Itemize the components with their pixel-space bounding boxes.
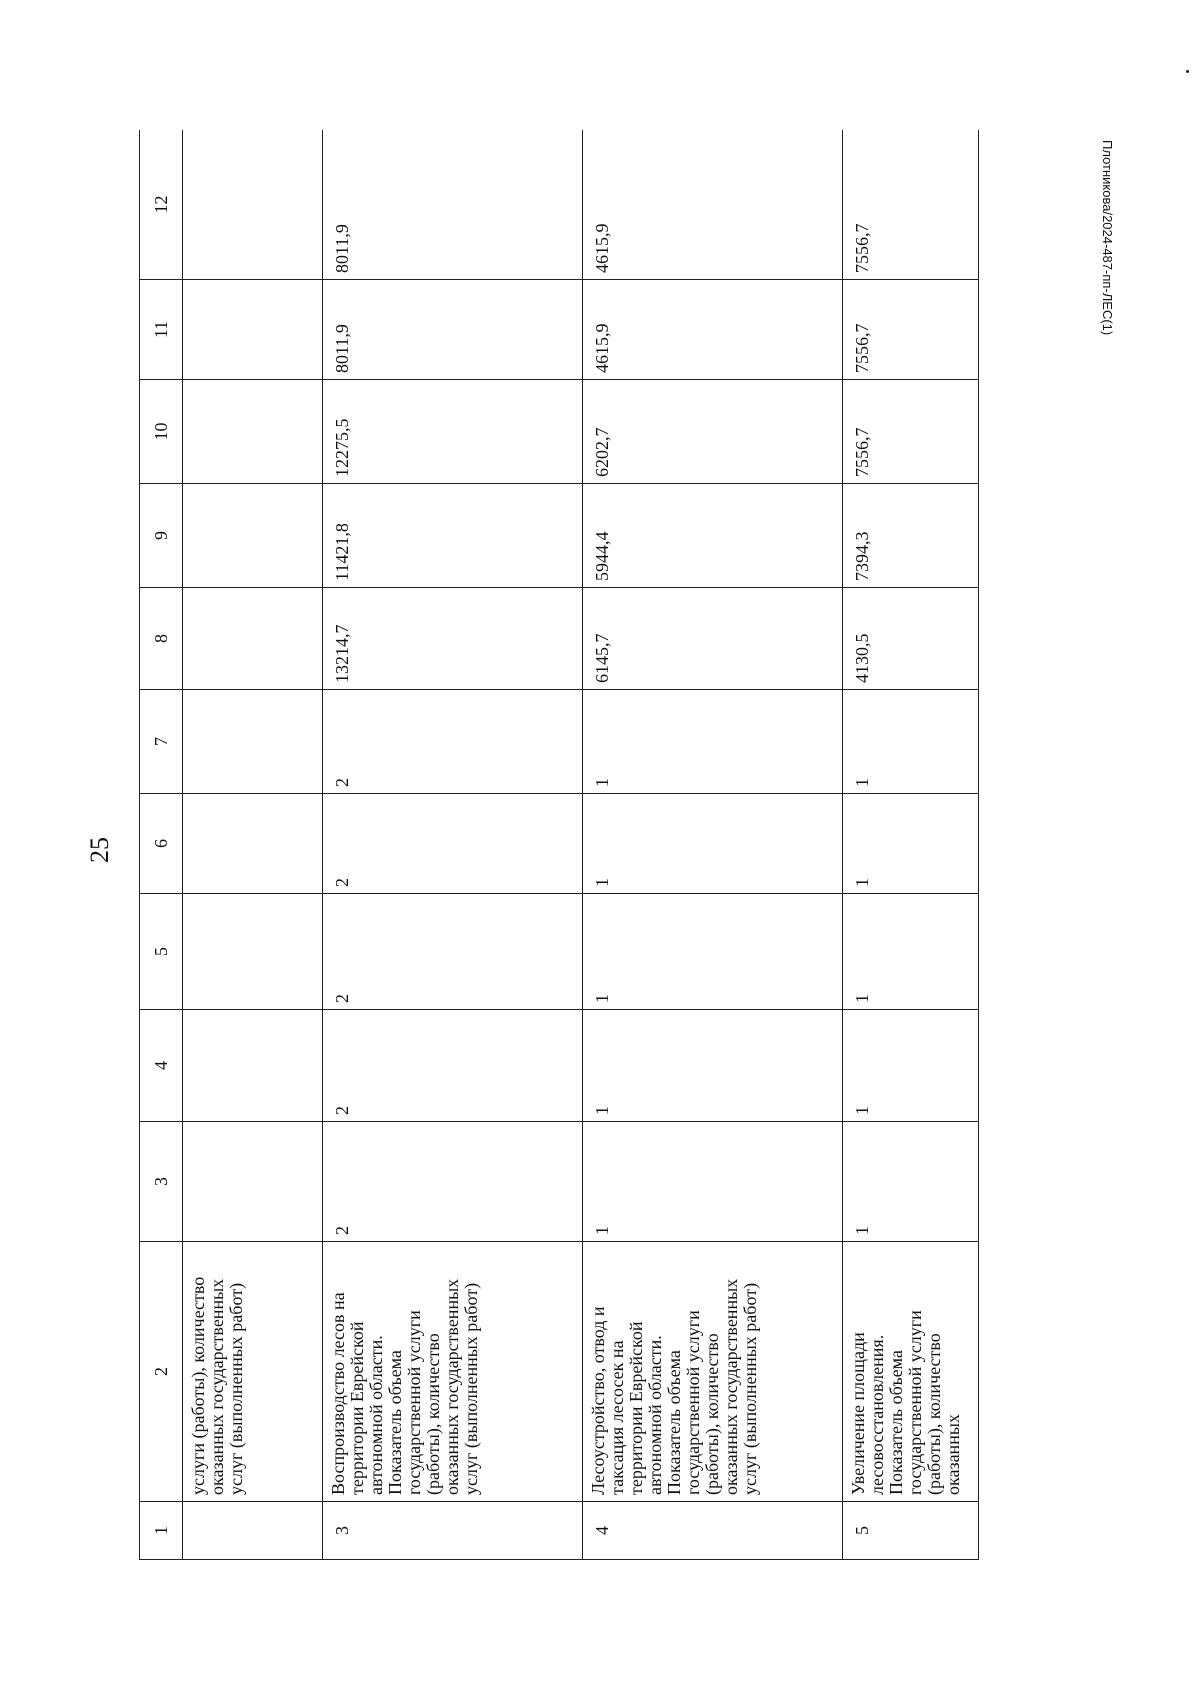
table-cell (183, 794, 323, 894)
table-cell: 5944,4 (583, 484, 843, 588)
table-header-row (140, 130, 183, 1560)
table-cell: 11421,8 (323, 484, 583, 588)
header-cell: 1 (140, 1502, 183, 1560)
table-cell (183, 1502, 323, 1560)
table-cell: 1 (583, 690, 843, 794)
header-cell: 6 (140, 794, 183, 894)
table-cell: 1 (843, 894, 979, 1010)
table-cell: 7394,3 (843, 484, 979, 588)
table-cell: 7556,7 (843, 280, 979, 380)
table-cell (183, 588, 323, 690)
header-cell: 7 (140, 690, 183, 794)
table-cell: 4615,9 (583, 280, 843, 380)
table-cell: Лесоустройство, отвод и таксация лесосек на территории Еврейской автономной области. Показатель объема государственной услуги (работы), количество оказанных государственных услуг (выполненных работ) (583, 1242, 843, 1502)
table-cell (183, 130, 323, 280)
table-cell: 1 (583, 1010, 843, 1122)
header-cell: 9 (140, 484, 183, 588)
table-cell (183, 690, 323, 794)
header-cell: 3 (140, 1122, 183, 1242)
header-cell: 4 (140, 1010, 183, 1122)
table-cell: 6202,7 (583, 380, 843, 484)
table-cell (183, 280, 323, 380)
table-row (323, 130, 583, 1560)
table-cell: 8011,9 (323, 280, 583, 380)
table-cell: 7556,7 (843, 130, 979, 280)
table-cell: 1 (583, 794, 843, 894)
table-cell: 1 (843, 1122, 979, 1242)
table-cell: 6145,7 (583, 588, 843, 690)
table-cell: 1 (843, 690, 979, 794)
table-cell: 2 (323, 1010, 583, 1122)
table-cell: 2 (323, 1122, 583, 1242)
table-cell (183, 1010, 323, 1122)
table-cell: 1 (583, 894, 843, 1010)
table-cell: 2 (323, 690, 583, 794)
header-cell: 11 (140, 280, 183, 380)
table-cell: 3 (323, 1502, 583, 1560)
table-cell: 1 (583, 1122, 843, 1242)
table-cell: 13214,7 (323, 588, 583, 690)
table-cell: 12275,5 (323, 380, 583, 484)
table-cell: 4 (583, 1502, 843, 1560)
rotated-table-wrapper (139, 130, 979, 1560)
table-cell: 2 (323, 794, 583, 894)
table-cell (183, 380, 323, 484)
table-cell: Увеличение площади лесовосстановления. Показатель объема государственной услуги (работы), количество оказанных (843, 1242, 979, 1502)
table-cell (183, 484, 323, 588)
table-cell: 5 (843, 1502, 979, 1560)
data-table (139, 130, 979, 1560)
header-cell: 12 (140, 130, 183, 280)
page-number: 25 (85, 837, 114, 863)
header-cell: 10 (140, 380, 183, 484)
table-cell: 4130,5 (843, 588, 979, 690)
table-cell: Воспроизводство лесов на территории Еврейской автономной области. Показатель объема государственной услуги (работы), количество оказанных государственных услуг (выполненных работ) (323, 1242, 583, 1502)
table-cell: 7556,7 (843, 380, 979, 484)
table-container (139, 130, 979, 1560)
table-cell: 4615,9 (583, 130, 843, 280)
table-row (183, 130, 323, 1560)
table-cell: 1 (843, 1010, 979, 1122)
table-cell: услуги (работы), количество оказанных государственных услуг (выполненных работ) (183, 1242, 323, 1502)
document-code: Плотникова/2024-487-пп-ЛЕС(1) (1100, 140, 1115, 336)
table-cell: 8011,9 (323, 130, 583, 280)
scan-speck (1186, 70, 1189, 73)
table-cell: 2 (323, 894, 583, 1010)
table-cell (183, 1122, 323, 1242)
header-cell: 8 (140, 588, 183, 690)
table-row (843, 130, 979, 1560)
table-row (583, 130, 843, 1560)
table-cell (183, 894, 323, 1010)
header-cell: 5 (140, 894, 183, 1010)
header-cell: 2 (140, 1242, 183, 1502)
table-cell: 1 (843, 794, 979, 894)
